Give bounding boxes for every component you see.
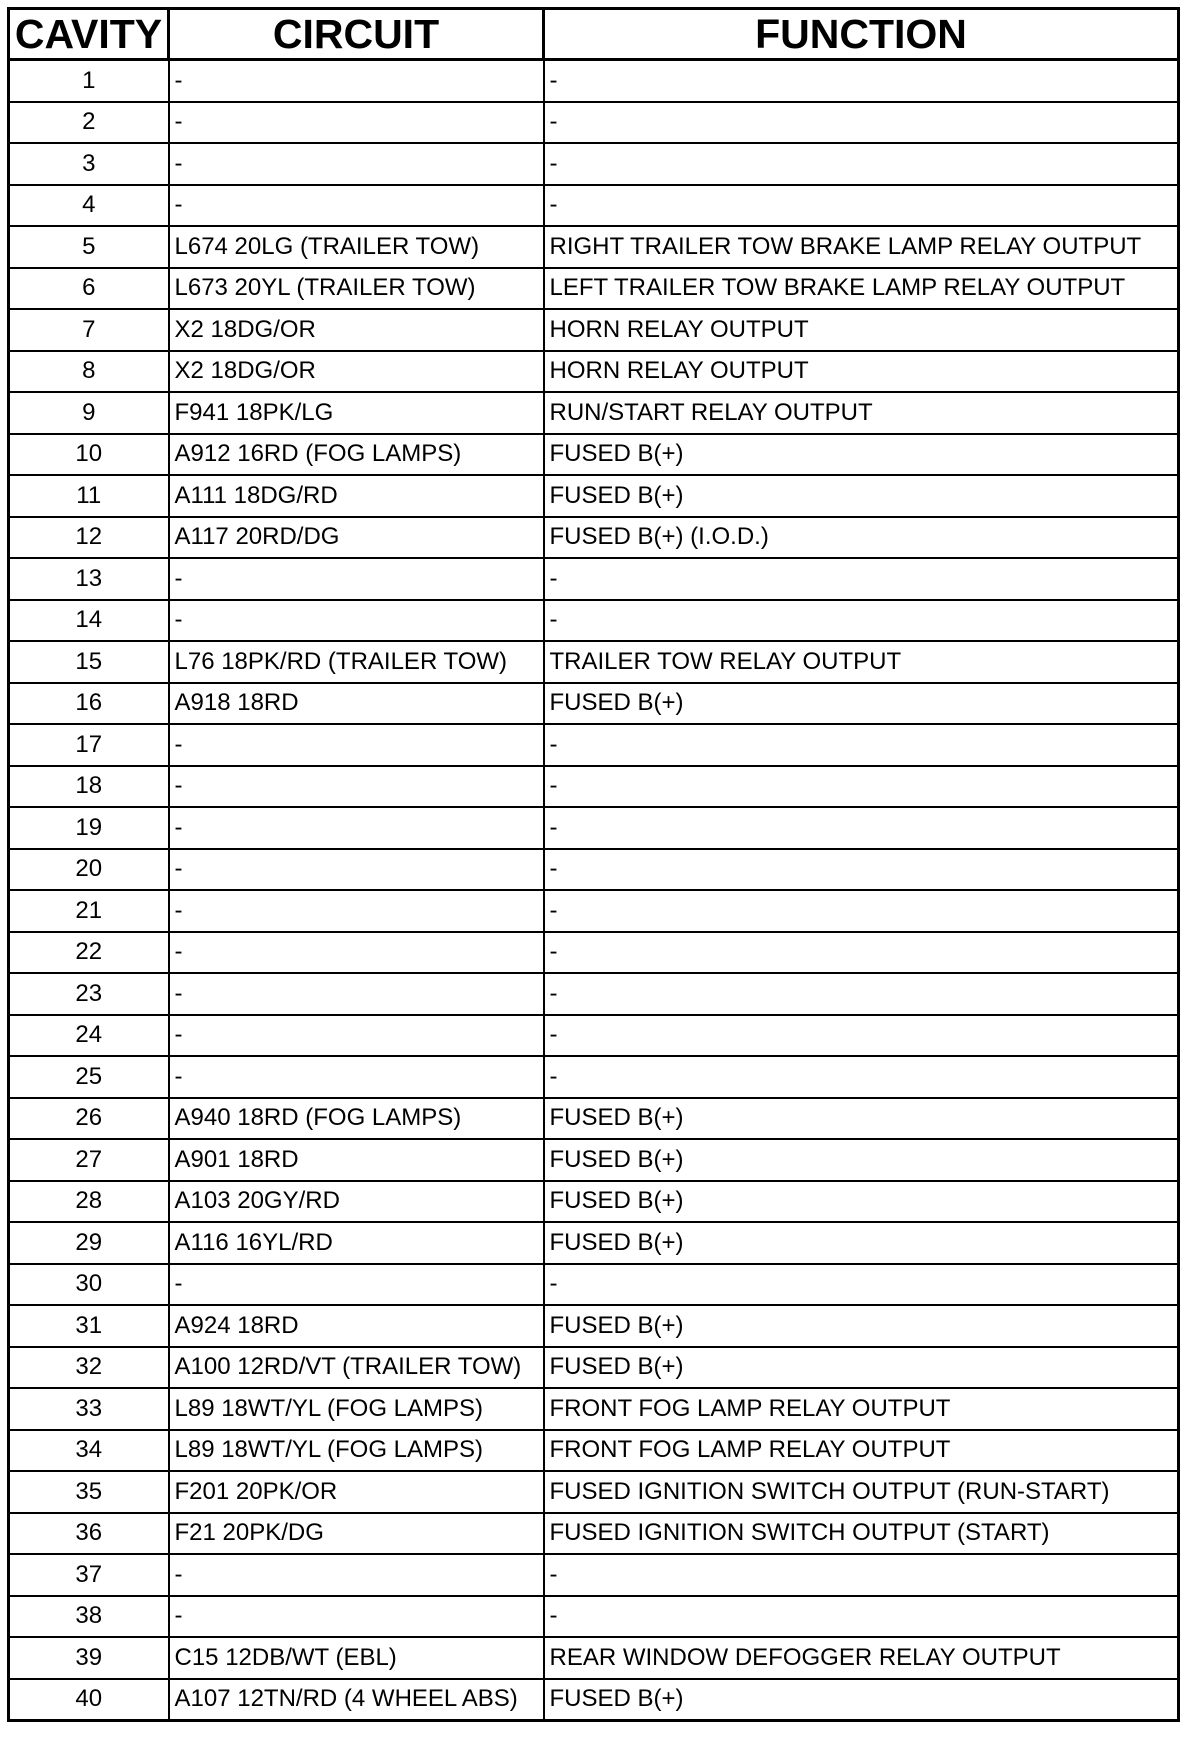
circuit-cell: F201 20PK/OR bbox=[169, 1471, 544, 1513]
cavity-cell: 35 bbox=[9, 1471, 169, 1513]
function-cell: FUSED IGNITION SWITCH OUTPUT (RUN-START) bbox=[544, 1471, 1179, 1513]
table-row bbox=[9, 683, 1179, 725]
table-row bbox=[9, 766, 1179, 808]
circuit-cell: - bbox=[169, 890, 544, 932]
function-cell: FUSED B(+) bbox=[544, 1139, 1179, 1181]
circuit-cell: - bbox=[169, 185, 544, 227]
table-row bbox=[9, 1222, 1179, 1264]
circuit-cell: A918 18RD bbox=[169, 683, 544, 725]
function-cell: RIGHT TRAILER TOW BRAKE LAMP RELAY OUTPUT bbox=[544, 226, 1179, 268]
cavity-cell: 18 bbox=[9, 766, 169, 808]
function-cell: - bbox=[544, 558, 1179, 600]
table-row bbox=[9, 890, 1179, 932]
circuit-cell: F21 20PK/DG bbox=[169, 1513, 544, 1555]
function-cell: - bbox=[544, 1056, 1179, 1098]
table-row bbox=[9, 973, 1179, 1015]
circuit-cell: F941 18PK/LG bbox=[169, 392, 544, 434]
function-cell: FUSED B(+) bbox=[544, 1222, 1179, 1264]
function-cell: FUSED B(+) bbox=[544, 1305, 1179, 1347]
cavity-cell: 6 bbox=[9, 268, 169, 310]
cavity-cell: 27 bbox=[9, 1139, 169, 1181]
cavity-cell: 39 bbox=[9, 1637, 169, 1679]
cavity-cell: 7 bbox=[9, 309, 169, 351]
function-cell: LEFT TRAILER TOW BRAKE LAMP RELAY OUTPUT bbox=[544, 268, 1179, 310]
cavity-cell: 38 bbox=[9, 1596, 169, 1638]
circuit-cell: A116 16YL/RD bbox=[169, 1222, 544, 1264]
header-row bbox=[9, 9, 1179, 60]
function-cell: - bbox=[544, 766, 1179, 808]
function-cell: FUSED IGNITION SWITCH OUTPUT (START) bbox=[544, 1513, 1179, 1555]
function-cell: FUSED B(+) bbox=[544, 1347, 1179, 1389]
function-cell: - bbox=[544, 1554, 1179, 1596]
function-cell: - bbox=[544, 973, 1179, 1015]
table-row bbox=[9, 1513, 1179, 1555]
table-row bbox=[9, 1388, 1179, 1430]
cavity-cell: 14 bbox=[9, 600, 169, 642]
cavity-cell: 28 bbox=[9, 1181, 169, 1223]
circuit-cell: - bbox=[169, 102, 544, 144]
cavity-cell: 21 bbox=[9, 890, 169, 932]
table-row bbox=[9, 185, 1179, 227]
function-cell: HORN RELAY OUTPUT bbox=[544, 309, 1179, 351]
function-cell: - bbox=[544, 1596, 1179, 1638]
function-cell: HORN RELAY OUTPUT bbox=[544, 351, 1179, 393]
cavity-cell: 29 bbox=[9, 1222, 169, 1264]
table-row bbox=[9, 434, 1179, 476]
function-cell: FUSED B(+) bbox=[544, 683, 1179, 725]
table-row bbox=[9, 268, 1179, 310]
table-row bbox=[9, 1305, 1179, 1347]
circuit-cell: L89 18WT/YL (FOG LAMPS) bbox=[169, 1388, 544, 1430]
function-column-header: FUNCTION bbox=[544, 9, 1179, 60]
table-row bbox=[9, 1015, 1179, 1057]
function-cell: - bbox=[544, 807, 1179, 849]
function-cell: - bbox=[544, 1264, 1179, 1306]
table-row bbox=[9, 849, 1179, 891]
table-row bbox=[9, 102, 1179, 144]
circuit-cell: A107 12TN/RD (4 WHEEL ABS) bbox=[169, 1679, 544, 1721]
function-cell: FUSED B(+) bbox=[544, 1181, 1179, 1223]
cavity-cell: 26 bbox=[9, 1098, 169, 1140]
function-cell: FUSED B(+) bbox=[544, 475, 1179, 517]
cavity-cell: 13 bbox=[9, 558, 169, 600]
circuit-cell: - bbox=[169, 766, 544, 808]
table-row bbox=[9, 392, 1179, 434]
table-row bbox=[9, 1181, 1179, 1223]
circuit-cell: - bbox=[169, 1056, 544, 1098]
circuit-cell: - bbox=[169, 600, 544, 642]
table-row bbox=[9, 517, 1179, 559]
circuit-cell: X2 18DG/OR bbox=[169, 309, 544, 351]
cavity-cell: 32 bbox=[9, 1347, 169, 1389]
circuit-cell: - bbox=[169, 973, 544, 1015]
cavity-cell: 16 bbox=[9, 683, 169, 725]
table-row bbox=[9, 932, 1179, 974]
table-row bbox=[9, 1430, 1179, 1472]
cavity-cell: 19 bbox=[9, 807, 169, 849]
circuit-cell: - bbox=[169, 932, 544, 974]
table-row bbox=[9, 558, 1179, 600]
cavity-cell: 37 bbox=[9, 1554, 169, 1596]
cavity-cell: 10 bbox=[9, 434, 169, 476]
function-cell: - bbox=[544, 185, 1179, 227]
cavity-cell: 15 bbox=[9, 641, 169, 683]
table-row bbox=[9, 143, 1179, 185]
table-row bbox=[9, 724, 1179, 766]
circuit-cell: - bbox=[169, 849, 544, 891]
cavity-cell: 40 bbox=[9, 1679, 169, 1721]
table-row bbox=[9, 60, 1179, 102]
circuit-cell: - bbox=[169, 60, 544, 102]
circuit-cell: L89 18WT/YL (FOG LAMPS) bbox=[169, 1430, 544, 1472]
function-cell: - bbox=[544, 724, 1179, 766]
table-row bbox=[9, 600, 1179, 642]
table-row bbox=[9, 1637, 1179, 1679]
table-row bbox=[9, 1347, 1179, 1389]
cavity-cell: 8 bbox=[9, 351, 169, 393]
circuit-cell: L76 18PK/RD (TRAILER TOW) bbox=[169, 641, 544, 683]
circuit-column-header: CIRCUIT bbox=[169, 9, 544, 60]
table-row bbox=[9, 1596, 1179, 1638]
function-cell: FRONT FOG LAMP RELAY OUTPUT bbox=[544, 1388, 1179, 1430]
circuit-cell: A912 16RD (FOG LAMPS) bbox=[169, 434, 544, 476]
cavity-cell: 12 bbox=[9, 517, 169, 559]
table-row bbox=[9, 1098, 1179, 1140]
function-cell: TRAILER TOW RELAY OUTPUT bbox=[544, 641, 1179, 683]
cavity-cell: 9 bbox=[9, 392, 169, 434]
circuit-cell: X2 18DG/OR bbox=[169, 351, 544, 393]
function-cell: FUSED B(+) bbox=[544, 1679, 1179, 1721]
table-row bbox=[9, 475, 1179, 517]
function-cell: - bbox=[544, 102, 1179, 144]
circuit-cell: - bbox=[169, 1264, 544, 1306]
function-cell: FUSED B(+) bbox=[544, 434, 1179, 476]
cavity-cell: 20 bbox=[9, 849, 169, 891]
cavity-cell: 31 bbox=[9, 1305, 169, 1347]
cavity-cell: 24 bbox=[9, 1015, 169, 1057]
function-cell: RUN/START RELAY OUTPUT bbox=[544, 392, 1179, 434]
circuit-cell: - bbox=[169, 1596, 544, 1638]
function-cell: FRONT FOG LAMP RELAY OUTPUT bbox=[544, 1430, 1179, 1472]
table-body bbox=[9, 60, 1179, 1721]
cavity-cell: 34 bbox=[9, 1430, 169, 1472]
circuit-cell: - bbox=[169, 724, 544, 766]
circuit-cell: C15 12DB/WT (EBL) bbox=[169, 1637, 544, 1679]
table-row bbox=[9, 226, 1179, 268]
function-cell: FUSED B(+) bbox=[544, 1098, 1179, 1140]
table-row bbox=[9, 807, 1179, 849]
circuit-cell: A103 20GY/RD bbox=[169, 1181, 544, 1223]
circuit-cell: - bbox=[169, 807, 544, 849]
cavity-circuit-table bbox=[7, 7, 1180, 1722]
circuit-cell: L674 20LG (TRAILER TOW) bbox=[169, 226, 544, 268]
cavity-cell: 5 bbox=[9, 226, 169, 268]
cavity-cell: 11 bbox=[9, 475, 169, 517]
circuit-cell: A111 18DG/RD bbox=[169, 475, 544, 517]
function-cell: - bbox=[544, 890, 1179, 932]
table-row bbox=[9, 1679, 1179, 1721]
cavity-cell: 23 bbox=[9, 973, 169, 1015]
circuit-cell: - bbox=[169, 558, 544, 600]
function-cell: - bbox=[544, 600, 1179, 642]
table-row bbox=[9, 351, 1179, 393]
cavity-cell: 17 bbox=[9, 724, 169, 766]
function-cell: - bbox=[544, 849, 1179, 891]
circuit-cell: A940 18RD (FOG LAMPS) bbox=[169, 1098, 544, 1140]
table-row bbox=[9, 1139, 1179, 1181]
function-cell: FUSED B(+) (I.O.D.) bbox=[544, 517, 1179, 559]
circuit-cell: A901 18RD bbox=[169, 1139, 544, 1181]
cavity-cell: 1 bbox=[9, 60, 169, 102]
circuit-cell: - bbox=[169, 143, 544, 185]
circuit-cell: A100 12RD/VT (TRAILER TOW) bbox=[169, 1347, 544, 1389]
circuit-cell: A924 18RD bbox=[169, 1305, 544, 1347]
cavity-cell: 36 bbox=[9, 1513, 169, 1555]
circuit-cell: - bbox=[169, 1015, 544, 1057]
table-row bbox=[9, 1554, 1179, 1596]
cavity-cell: 22 bbox=[9, 932, 169, 974]
table-row bbox=[9, 641, 1179, 683]
table-row bbox=[9, 1264, 1179, 1306]
circuit-cell: A117 20RD/DG bbox=[169, 517, 544, 559]
cavity-cell: 25 bbox=[9, 1056, 169, 1098]
circuit-cell: L673 20YL (TRAILER TOW) bbox=[169, 268, 544, 310]
circuit-cell: - bbox=[169, 1554, 544, 1596]
cavity-cell: 2 bbox=[9, 102, 169, 144]
cavity-cell: 3 bbox=[9, 143, 169, 185]
table-row bbox=[9, 1471, 1179, 1513]
function-cell: - bbox=[544, 932, 1179, 974]
table-row bbox=[9, 1056, 1179, 1098]
function-cell: REAR WINDOW DEFOGGER RELAY OUTPUT bbox=[544, 1637, 1179, 1679]
table-row bbox=[9, 309, 1179, 351]
cavity-cell: 33 bbox=[9, 1388, 169, 1430]
cavity-cell: 4 bbox=[9, 185, 169, 227]
cavity-cell: 30 bbox=[9, 1264, 169, 1306]
function-cell: - bbox=[544, 60, 1179, 102]
cavity-column-header: CAVITY bbox=[9, 9, 169, 60]
function-cell: - bbox=[544, 143, 1179, 185]
function-cell: - bbox=[544, 1015, 1179, 1057]
